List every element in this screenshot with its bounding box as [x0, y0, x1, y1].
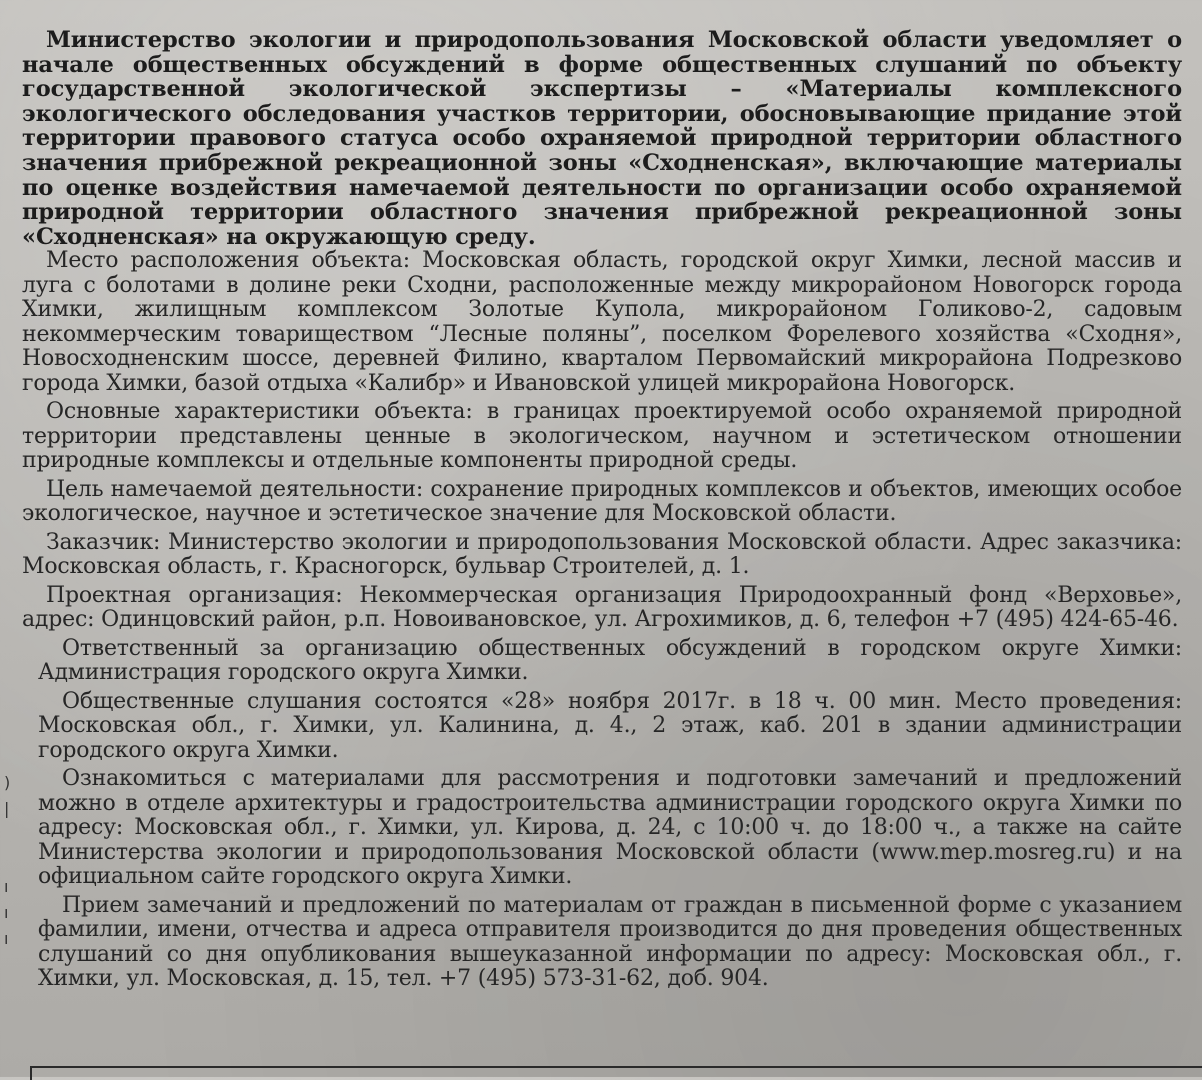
newspaper-notice [22, 28, 1182, 992]
adjacent-column-marks [4, 770, 16, 952]
paragraph-characteristics: Основные характеристики объекта: в границах проектируемой особо охраняемой природной территории представлены ценные в экологическом, научном и эстетическом отношении природные комплексы и отдельные компоненты природной среды. [22, 399, 1182, 474]
margin-mark [4, 822, 16, 848]
paragraph-materials: Ознакомиться с материалами для рассмотрения и подготовки замечаний и предложений можно в отделе архитектуры и градостроительства администрации городского округа Химки по адресу: Московская обл., г. Химки, ул. Кирова, д. 24, с 10:00 ч. до 18:00 ч., а также на сайте Министерства экологии и природопользования Московской области (www.mep.mosreg.ru) и на официальном сайте городского округа Химки. [38, 766, 1182, 890]
bottom-border-rule [30, 1066, 1202, 1080]
paragraph-customer: Заказчик: Министерство экологии и природопользования Московской области. Адрес заказчика: Московская область, г. Красногорск, бульвар Строителей, д. 1. [22, 529, 1182, 580]
notice-heading: Министерство экологии и природопользования Московской области уведомляет о начале общественных обсуждений в форме общественных слушаний по объекту государственной экологической экспертизы – «Материалы комплексного экологического обследования участков территории, обосновывающие придание этой территории правового статуса особо охраняемой природной территории областного значения прибрежной рекреационной зоны «Сходненская», включающие материалы по оценке воздействия намечаемой деятельности по организации особо охраняемой природной территории областного значения прибрежной рекреационной зоны «Сходненская» на окружающую среду. [22, 27, 1182, 250]
paragraph-hearings: Общественные слушания состоятся «28» ноября 2017г. в 18 ч. 00 мин. Место проведения: Московская обл., г. Химки, ул. Калинина, д. 4., 2 этаж, каб. 201 в здании администрации городского округа Химки. [38, 688, 1182, 763]
margin-mark: | [4, 799, 10, 818]
margin-mark [4, 848, 16, 874]
margin-mark: ı [4, 903, 9, 922]
margin-mark: ı [4, 929, 9, 948]
paragraph-purpose: Цель намечаемой деятельности: сохранение природных комплексов и объектов, имеющих особое экологическое, научное и эстетическое значение для Московской области. [22, 476, 1182, 527]
paragraph-comments: Прием замечаний и предложений по материалам от граждан в письменной форме с указанием фамилии, имени, отчества и адреса отправителя производится до дня проведения общественных слушаний со дня опубликования вышеуказанной информации по адресу: Московская обл., г. Химки, ул. Московская, д. 15, тел. +7 (495) 573-31-62, доб. 904. [38, 892, 1182, 992]
paragraph-designer: Проектная организация: Некоммерческая организация Природоохранный фонд «Верховье», адрес: Одинцовский район, р.п. Новоивановское, ул. Агрохимиков, д. 6, телефон +7 (495) 424-65-46. [22, 582, 1182, 633]
margin-mark: ) [4, 773, 11, 792]
paragraph-responsible: Ответственный за организацию общественных обсуждений в городском округе Химки: Администрация городского округа Химки. [38, 635, 1182, 686]
paragraph-location: Место расположения объекта: Московская область, городской округ Химки, лесной массив и луга с болотами в долине реки Сходни, расположенные между микрорайоном Новогорск города Химки, жилищным комплексом Золотые Купола, микрорайоном Голиково-2, садовым некоммерческим товариществом “Лесные поляны”, поселком Форелевого хозяйства «Сходня», Новосходненским шоссе, деревней Филино, кварталом Первомайский микрорайона Подрезково города Химки, базой отдыха «Калибр» и Ивановской улицей микрорайона Новогорск. [22, 248, 1182, 396]
margin-mark: ı [4, 877, 9, 896]
